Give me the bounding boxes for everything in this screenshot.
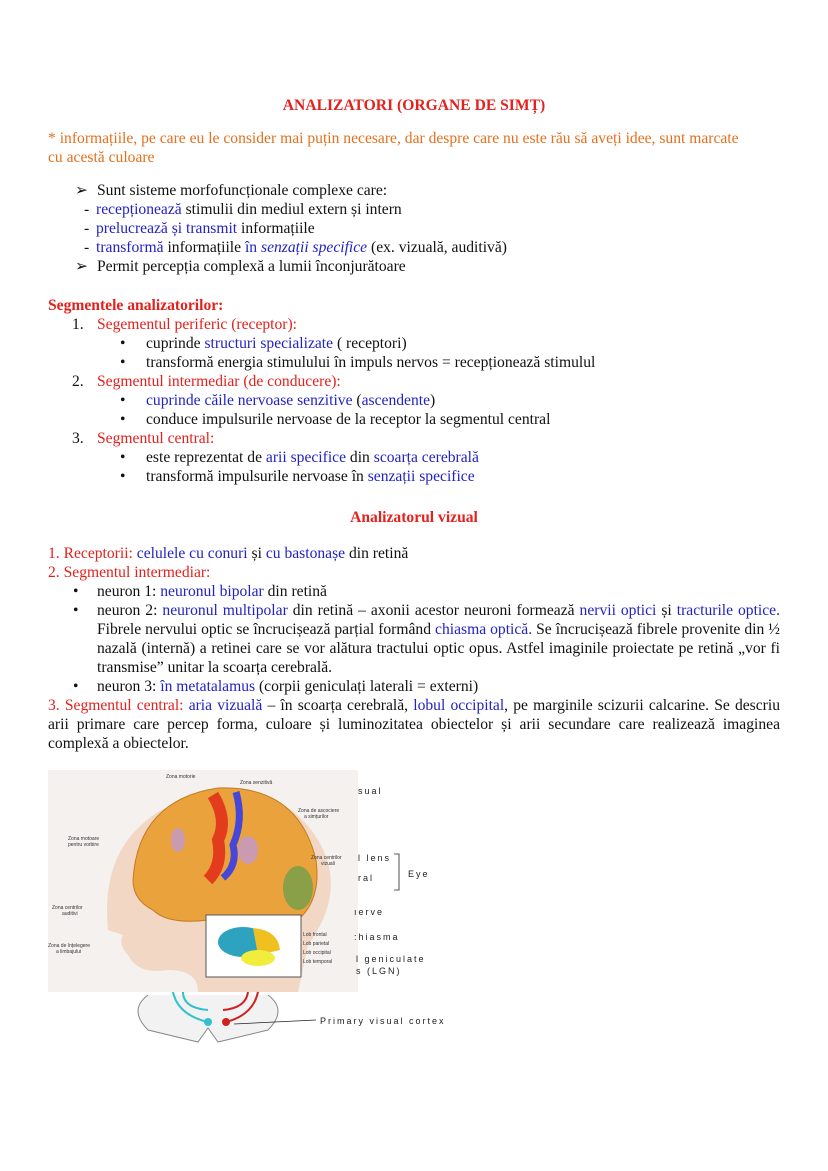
segment-bullet [48, 467, 780, 486]
pathway-label: Primary visual cortex [320, 1016, 446, 1026]
bullet-icon: • [73, 678, 79, 695]
pathway-label: ıerve [354, 907, 385, 917]
text-run: și [656, 602, 677, 619]
text-run: transformă energia stimulului în impuls nervos = recepționează stimulul [146, 354, 596, 371]
text-run: stimulii din mediul extern și intern [181, 201, 402, 218]
text-run: scoarța cerebrală [373, 449, 479, 466]
text-run: lobul occipital [413, 697, 505, 714]
label-zona-senzitiva: Zona senzitivă [240, 780, 273, 786]
text-run: * informațiile, pe care eu le consider mai puțin necesare, dar despre care nu este rău să aveți idee, sunt marcate [48, 130, 739, 147]
list-item-text [97, 582, 780, 601]
bullet-icon: • [120, 468, 126, 485]
receptors-line [48, 544, 780, 563]
text-run: recepționează [96, 201, 182, 218]
text-run: tracturile optice. [676, 602, 780, 619]
text-run: transformă [96, 239, 164, 256]
text-run: neuronul multipolar [162, 602, 288, 619]
arrow-bullet-icon: ➢ [75, 258, 89, 275]
label-auditivi: Zona centrilor [52, 905, 83, 911]
note [48, 129, 780, 167]
segment-item [48, 372, 780, 391]
arrow-bullet-icon: ➢ [75, 182, 89, 199]
visual-heading: Analizatorul vizual [350, 509, 478, 526]
list-item-text [96, 200, 780, 219]
neuron-item [48, 582, 780, 601]
label-auditivi: auditivi [62, 911, 78, 917]
label-vizuali: vizuali [321, 861, 335, 867]
text-run: ( receptori) [333, 335, 407, 352]
text-run: neuronul bipolar [160, 583, 264, 600]
list-item-text [146, 391, 780, 410]
label-asociere: a simțurilor [304, 814, 329, 820]
text-run: arii specifice [265, 449, 347, 466]
text-run: 2. Segmentul intermediar: [48, 564, 211, 581]
intro-list [48, 181, 780, 276]
list-marker: - [84, 201, 90, 218]
intro-item [48, 200, 780, 219]
list-item-text [146, 448, 780, 467]
text-run: din retină [345, 545, 409, 562]
list-item-text [97, 315, 780, 334]
text-run: din retină [263, 583, 327, 600]
bullet-icon: • [120, 449, 126, 466]
text-run: nervii optici [579, 602, 657, 619]
text-run: senzații specifice [367, 468, 475, 485]
brain-visual-pathway-figure [48, 770, 458, 1050]
bullet-icon: • [73, 602, 79, 619]
text-run: Segmentul intermediar (de conducere): [97, 373, 341, 390]
segments-heading: Segmentele analizatorilor: [48, 297, 224, 314]
segment-item [48, 315, 780, 334]
text-run: Segementul periferic (receptor): [97, 316, 298, 333]
list-marker: - [84, 220, 90, 237]
list-marker: 2. [72, 373, 84, 390]
list-item-text [97, 677, 780, 696]
list-item-text [96, 238, 780, 257]
pathway-label: sual [358, 786, 383, 796]
list-marker: - [84, 239, 90, 256]
text-run: cuprinde [146, 335, 205, 352]
text-run: (ex. vizuală, auditivă) [367, 239, 507, 256]
text-run: 3. Segmentul central: [48, 697, 189, 714]
text-run: neuron 3: [97, 678, 161, 695]
segment-item [48, 429, 780, 448]
pathway-label: ral [358, 873, 375, 883]
text-run: – în scoarța cerebrală, [262, 697, 414, 714]
lobe-label: Lob occipital [303, 950, 331, 956]
bullet-icon: • [120, 411, 126, 428]
lobe-label: Lob frontal [303, 932, 327, 938]
text-run: prelucrează și transmit [96, 220, 238, 237]
list-item-text [96, 219, 780, 238]
text-run: neuron 2: [97, 602, 163, 619]
central-paragraph [48, 696, 780, 753]
bullet-icon: • [120, 392, 126, 409]
list-item-text [97, 429, 780, 448]
pathway-label: l lens [358, 853, 392, 863]
text-run: din [346, 449, 374, 466]
segment-bullet [48, 410, 780, 429]
intermediate-line [48, 563, 780, 582]
text-run: structuri specializate [204, 335, 334, 352]
text-run: cuprinde căile nervoase senzitive [146, 392, 353, 409]
text-run: ) [430, 392, 436, 409]
list-item-text [97, 601, 780, 677]
text-run: transformă impulsurile nervoase în [146, 468, 368, 485]
bullet-icon: • [73, 583, 79, 600]
text-run: din retină – axonii acestor neuroni formează [287, 602, 580, 619]
segment-bullet [48, 391, 780, 410]
pathway-label: :hiasma [354, 932, 400, 942]
list-marker: 1. [72, 316, 84, 333]
text-run: Segmentul central: [97, 430, 215, 447]
text-run: aria vizuală [188, 697, 263, 714]
text-run: în metatalamus [160, 678, 256, 695]
list-item-text [97, 372, 780, 391]
visual-section [48, 544, 780, 753]
label-zona-motorie: Zona motorie [166, 774, 196, 780]
text-run: senzații specifice [261, 239, 368, 256]
label-vizuali: Zona centrilor [311, 855, 342, 861]
intro-item [48, 219, 780, 238]
lobe-label: Lob temporal [303, 959, 333, 965]
intro-item [48, 257, 780, 276]
lobe-label: Lob parietal [303, 941, 330, 947]
text-run: neuron 1: [97, 583, 161, 600]
text-run: Sunt sisteme morfofuncționale complexe care: [97, 182, 388, 199]
page-title: ANALIZATORI (ORGANE DE SIMȚ) [282, 97, 546, 114]
pathway-label: Eye [408, 869, 430, 879]
text-run: și [247, 545, 266, 562]
text-run: celulele cu conuri [136, 545, 248, 562]
text-run: informațiile [237, 220, 315, 237]
pathway-label: s (LGN) [356, 966, 402, 976]
segment-bullet [48, 334, 780, 353]
text-run: informațiile [163, 239, 245, 256]
segment-bullet [48, 448, 780, 467]
text-run: în [244, 239, 261, 256]
bullet-icon: • [120, 354, 126, 371]
intro-item [48, 181, 780, 200]
list-item-text [146, 410, 780, 429]
label-vorbire: pentru vorbire [68, 842, 99, 848]
text-run: Se încrucișează fibrele provenite din ½ nazală (internă) a retinei care se vor alătura tractului optic opus. Astfel imaginile proiectate pe retină „vor fi transmise” unitar la scoarța cerebrală. [97, 621, 780, 676]
segment-bullet [48, 353, 780, 372]
segments-list [48, 315, 780, 486]
label-intelegere: Zona de înțelegere [48, 943, 90, 949]
list-item-text [97, 257, 780, 276]
text-run: ( [352, 392, 362, 409]
note-line [48, 148, 780, 167]
list-item-text [146, 353, 780, 372]
list-item-text [97, 181, 780, 200]
intro-item [48, 238, 780, 257]
list-marker: 3. [72, 430, 84, 447]
list-item-text [146, 467, 780, 486]
text-run: Permit percepția complexă a lumii înconjurătoare [97, 258, 406, 275]
text-run: conduce impulsurile nervoase de la receptor la segmentul central [146, 411, 551, 428]
pathway-label: l geniculate [356, 954, 426, 964]
text-run: 1. Receptorii: [48, 545, 137, 562]
text-run: , pe marginile scizurii calcarine. Se descriu arii primare care percep forma, culoare și luminozitatea obiectelor și arii secundare care realizează imaginea complexă a obiectelor. [48, 697, 780, 752]
text-run: chiasma optică. [435, 621, 533, 638]
text-run: cu acestă culoare [48, 149, 155, 166]
note-line [48, 129, 780, 148]
label-intelegere: a limbajului [56, 949, 82, 955]
list-item-text [146, 334, 780, 353]
label-asociere: Zona de ascociere [298, 808, 340, 814]
text-run: (corpii geniculați laterali = externi) [255, 678, 479, 695]
bullet-icon: • [120, 335, 126, 352]
neuron-item [48, 677, 780, 696]
text-run: este reprezentat de [146, 449, 266, 466]
text-run: cu bastonașe [265, 545, 346, 562]
text-run: Fibrele nervului optic se încrucișează parțial formând [97, 621, 436, 638]
label-vorbire: Zona motoare [68, 836, 100, 842]
text-run: ascendente [361, 392, 431, 409]
neuron-item [48, 601, 780, 677]
